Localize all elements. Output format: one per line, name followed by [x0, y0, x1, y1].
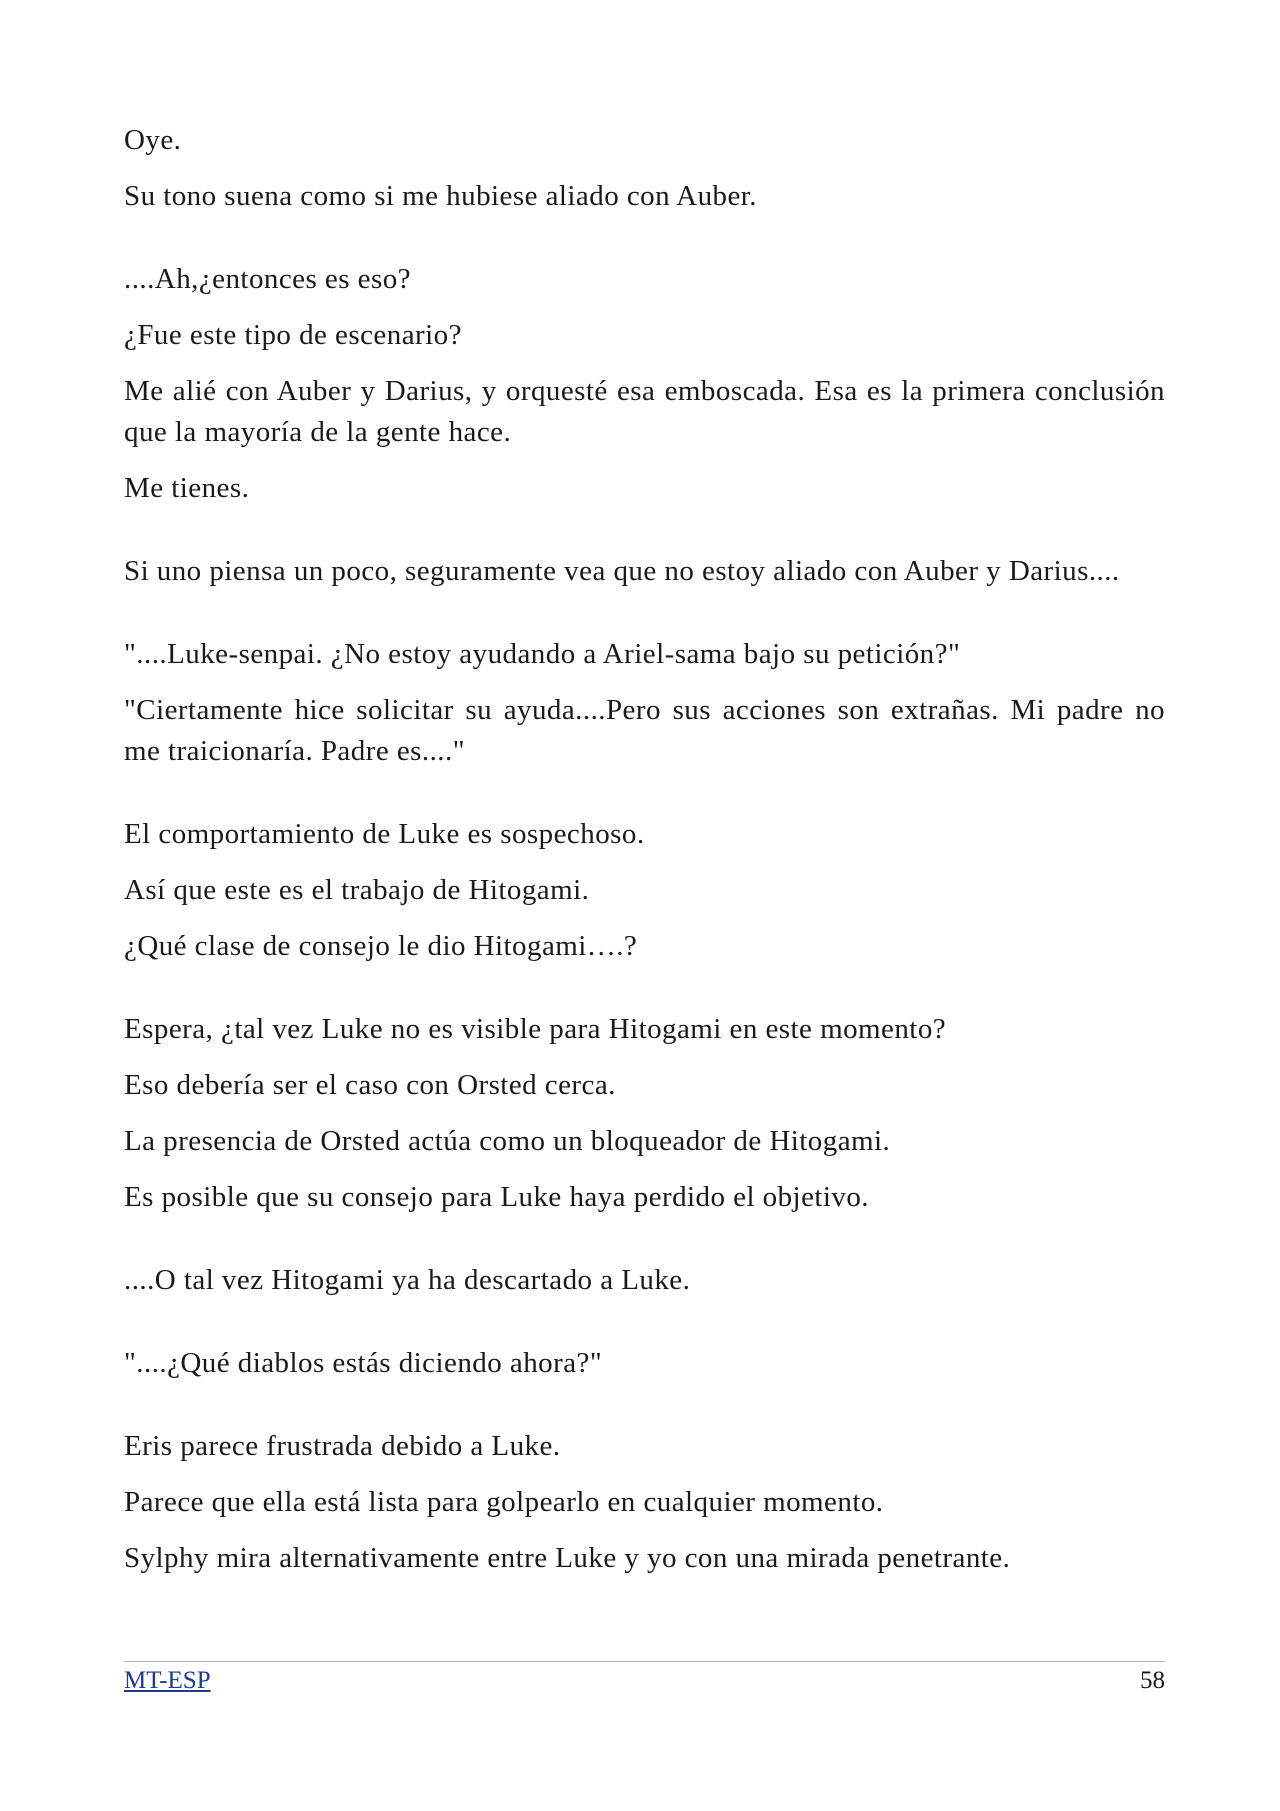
paragraph: ¿Fue este tipo de escenario?	[124, 319, 462, 351]
paragraph: "Ciertamente hice solicitar su ayuda....Pero sus acciones son extrañas. Mi padre no me traicionaría. Padre es...."	[124, 694, 1165, 767]
paragraph: La presencia de Orsted actúa como un bloqueador de Hitogami.	[124, 1125, 891, 1157]
paragraph: Su tono suena como si me hubiese aliado con Auber.	[124, 180, 758, 212]
paragraph: Es posible que su consejo para Luke haya perdido el objetivo.	[124, 1181, 870, 1213]
paragraph: Me alié con Auber y Darius, y orquesté esa emboscada. Esa es la primera conclusión que la mayoría de la gente hace.	[124, 375, 1165, 448]
paragraph: "....¿Qué diablos estás diciendo ahora?"	[124, 1347, 603, 1379]
paragraph: Oye.	[124, 124, 182, 156]
page-body	[124, 120, 1165, 1579]
paragraph: ....O tal vez Hitogami ya ha descartado a Luke.	[124, 1264, 691, 1296]
paragraph: Eris parece frustrada debido a Luke.	[124, 1430, 561, 1462]
paragraph: Parece que ella está lista para golpearlo en cualquier momento.	[124, 1486, 884, 1518]
page-footer	[124, 1661, 1165, 1696]
paragraph: "....Luke-senpai. ¿No estoy ayudando a Ariel-sama bajo su petición?"	[124, 638, 961, 670]
paragraph: ¿Qué clase de consejo le dio Hitogami….?	[124, 930, 638, 962]
paragraph: El comportamiento de Luke es sospechoso.	[124, 818, 645, 850]
paragraph: Así que este es el trabajo de Hitogami.	[124, 874, 590, 906]
footer-site-link[interactable]: MT-ESP	[124, 1667, 211, 1694]
paragraph: Sylphy mira alternativamente entre Luke y yo con una mirada penetrante.	[124, 1542, 1011, 1574]
paragraph: Me tienes.	[124, 472, 250, 504]
paragraph: Espera, ¿tal vez Luke no es visible para Hitogami en este momento?	[124, 1013, 947, 1045]
page-number: 58	[1140, 1667, 1165, 1694]
paragraph: Eso debería ser el caso con Orsted cerca.	[124, 1069, 616, 1101]
paragraph: Si uno piensa un poco, seguramente vea que no estoy aliado con Auber y Darius....	[124, 555, 1120, 587]
paragraph: ....Ah,¿entonces es eso?	[124, 263, 412, 295]
